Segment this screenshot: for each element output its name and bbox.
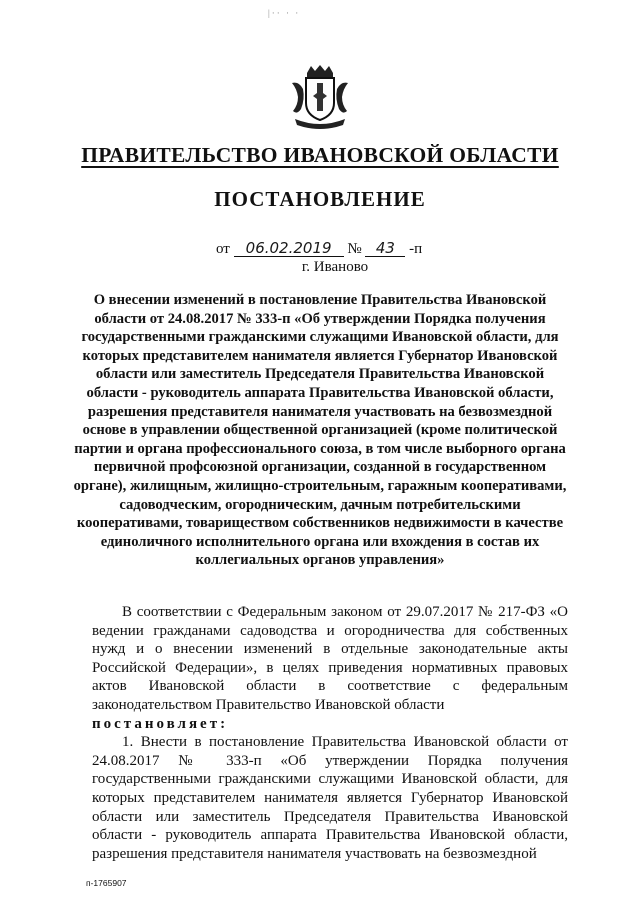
date-prefix: от [216,241,230,257]
document-type: ПОСТАНОВЛЕНИЕ [214,187,426,211]
government-title-text: ПРАВИТЕЛЬСТВО ИВАНОВСКОЙ ОБЛАСТИ [81,143,559,167]
handwritten-number: 43 [365,240,405,257]
number-label: № [347,241,362,257]
document-code: п-1765907 [86,878,127,888]
date-number-line [216,240,456,258]
resolves-word: постановляет: [92,715,229,732]
item-1-paragraph: 1. Внести в постановление Правительства Ивановской области от 24.08.2017 № 333-п «Об утверждении Порядка получения государственными гражданскими служащими Ивановской области, для которых представителем нанимателя является Губернатор Ивановской области или заместитель Председателя Правительства Ивановской области - руководитель аппарата Правительства Ивановской области, разрешения представителя нанимателя участвовать на безвозмездной [92,734,568,862]
number-suffix: -п [409,241,423,257]
city-name: г. Иваново [301,259,369,275]
handwritten-date: 06.02.2019 [234,240,344,257]
resolution-body [92,603,568,863]
coat-of-arms-emblem [289,63,351,129]
government-title [0,143,640,168]
preamble-paragraph: В соответствии с Федеральным законом от 29.07.2017 № 217-ФЗ «О ведении гражданами садоводства и огородничества для собственных нужд и о внесении изменений в отдельные законодательные акты Российской Федерации», в целях приведения нормативных правовых актов Ивановской области в соответствие с федеральным законодательством Правительство Ивановской области [92,604,568,713]
scan-mark: |·· · · [268,8,301,18]
resolution-heading: О внесении изменений в постановление Правительства Ивановской области от 24.08.2017 № 333-п «Об утверждении Порядка получения государственными гражданскими служащими Ивановской области, для которых представителем нанимателя является Губернатор Ивановской области или заместитель Председателя Правительства Ивановской области - руководитель аппарата Правительства Ивановской области, разрешения представителя нанимателя участвовать на безвозмездной основе в управлении общественной организацией (кроме политической партии и органа профессионального союза, в том числе выборного органа первичной профсоюзной организации, созданной в государственном органе), жилищным, жилищно-строительным, гаражным кооперативами, садоводческим, огородническим, дачным потребительскими кооперативами, товариществом собственников недвижимости в качестве единоличного исполнительного органа или вхождения в состав их коллегиальных органов управления» [73,292,567,569]
